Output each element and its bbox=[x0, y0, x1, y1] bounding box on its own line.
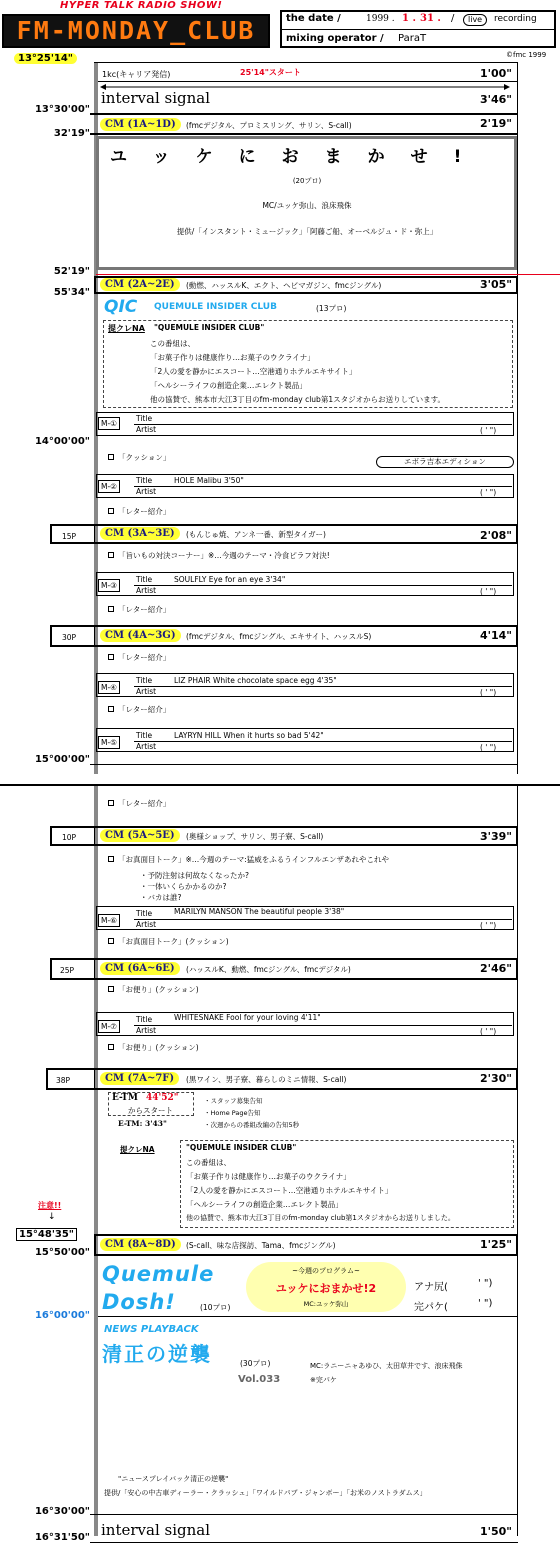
ana-label: アナ尻( bbox=[414, 1282, 448, 1293]
m3-artist-label: Artist bbox=[136, 586, 157, 595]
next-program-title: ユッケにおまかせ!2 bbox=[275, 1282, 377, 1295]
next-program-mc: MC:ユッケ弥山 bbox=[303, 1300, 349, 1308]
caution-label: 注意!! bbox=[38, 1201, 62, 1210]
checkbox-okuri-1[interactable] bbox=[108, 986, 114, 992]
letter-3: 「レター紹介」 bbox=[118, 653, 171, 662]
m5-tag: M-⑤ bbox=[98, 736, 120, 749]
talk-corner: 「お真面目トーク」※…今週のテーマ:猛威をふるうインフルエンザあれやこれや bbox=[118, 855, 390, 864]
tasty-corner: 「旨いもの対決コーナー」※…今週のテーマ・冷食ピラフ対決! bbox=[118, 551, 330, 560]
checkbox-letter-4[interactable] bbox=[108, 706, 114, 712]
m2-tag: M-② bbox=[98, 480, 120, 493]
cm-3-label: CM (3A~3E) bbox=[100, 527, 180, 540]
end-interval-duration: 1'50" bbox=[479, 1525, 512, 1538]
m3-time: ( ' ") bbox=[480, 587, 497, 596]
time-mark-163150: 16°31'50" bbox=[34, 1532, 90, 1543]
cm-6-label: CM (6A~6E) bbox=[100, 962, 180, 975]
cushion-note: エボラ吉本エディション bbox=[376, 456, 514, 468]
cm-8-desc: (S-call、味な店探訪、Tama、fmcジングル) bbox=[186, 1241, 336, 1250]
cm-5-position: 10P bbox=[62, 833, 77, 842]
cm-2-label: CM (2A~2E) bbox=[100, 278, 180, 291]
letter-1: 「レター紹介」 bbox=[118, 507, 171, 516]
end-interval-signal: interval signal bbox=[101, 1521, 211, 1539]
left-gray-bar-part2 bbox=[94, 786, 98, 1536]
date-day: 31 . bbox=[420, 13, 441, 24]
news-title: 清正の逆襲 bbox=[102, 1342, 212, 1366]
m6-title-label: Title bbox=[136, 909, 153, 918]
m7-tag: M-⑦ bbox=[98, 1020, 120, 1033]
m6-title: MARILYN MANSON The beautiful people 3'38" bbox=[174, 907, 345, 916]
m1-time: ( ' ") bbox=[480, 426, 497, 435]
show-title-banner bbox=[2, 14, 270, 48]
m5-title: LAYRYN HILL When it hurts so bad 5'42" bbox=[174, 731, 324, 740]
m2-title: HOLE Malibu 3'50" bbox=[174, 476, 244, 485]
qic-na-head: 提クレNA bbox=[108, 324, 145, 333]
cm-3-duration: 2'08" bbox=[479, 529, 512, 542]
checkbox-cushion[interactable] bbox=[108, 454, 114, 460]
cm-2-desc: (動燃、ハッスルK、エクト、ヘビマガジン、fmcジングル) bbox=[186, 281, 382, 290]
time-mark-5534: 55'34" bbox=[53, 287, 90, 298]
news-mc: MC:ラニーニャあゆひ、太田草井です、浪床飛侏 bbox=[310, 1362, 463, 1370]
cm-3-position: 15P bbox=[62, 532, 77, 541]
qic2-line-3: 「2人の愛を静かにエスコート…空港通りホテルエキサイト」 bbox=[186, 1186, 393, 1195]
talk-point-1: ・予防注射は何故なくなったか? bbox=[140, 871, 249, 880]
m4-title: LIZ PHAIR White chocolate space egg 4'35" bbox=[174, 676, 337, 685]
cm-4-duration: 4'14" bbox=[479, 629, 512, 642]
m2-time: ( ' ") bbox=[480, 488, 497, 497]
m7-artist-label: Artist bbox=[136, 1026, 157, 1035]
qic-line-5: 他の協賛で、熊本市大江3丁目のfm-monday club第1スタジオからお送りしています。 bbox=[150, 395, 445, 404]
talk-cushion: 「お真面目トーク」(クッション) bbox=[118, 937, 229, 946]
qic2-line-1: この番組は、 bbox=[186, 1158, 231, 1167]
letter-5: 「レター紹介」 bbox=[118, 799, 171, 808]
cm-6-duration: 2'46" bbox=[479, 962, 512, 975]
qic-logo: QIC bbox=[104, 297, 138, 317]
cushion-label: 「クッション」 bbox=[118, 453, 171, 462]
mixing-name: ParaT bbox=[398, 33, 427, 44]
checkbox-letter-3[interactable] bbox=[108, 654, 114, 660]
qic-na-title: "QUEMULE INSIDER CLUB" bbox=[154, 323, 265, 332]
letter-2: 「レター紹介」 bbox=[118, 605, 171, 614]
corner-yukke-mc: MC/ユッケ弥山、浪床飛侏 bbox=[262, 201, 352, 210]
corner-yukke-sponsor: 提供/「インスタント・ミュージック」「阿藤ご船、オーベルジュ・ド・弥上」 bbox=[176, 227, 438, 236]
time-mark-1630: 16°30'00" bbox=[34, 1506, 90, 1517]
qic-line-1: この番組は、 bbox=[150, 339, 195, 348]
copyright: ©fmc 1999 bbox=[506, 51, 547, 59]
checkbox-tasty[interactable] bbox=[108, 552, 114, 558]
checkbox-okuri-2[interactable] bbox=[108, 1044, 114, 1050]
time-mark-1600: 16°00'00" bbox=[34, 1310, 90, 1321]
time-mark-1550: 15°50'00" bbox=[34, 1247, 90, 1258]
etm-time: 44'52" bbox=[146, 1093, 179, 1103]
m4-time: ( ' ") bbox=[480, 688, 497, 697]
okuri-1: 「お便り」(クッション) bbox=[118, 985, 199, 994]
date-year: 1999 . bbox=[366, 14, 395, 24]
start-time: 13°25'14" bbox=[14, 53, 77, 64]
cm-7-desc: (黒ワイン、男子寮、暮らしのミニ情報、S-call) bbox=[186, 1075, 347, 1084]
checkbox-talk[interactable] bbox=[108, 856, 114, 862]
mixing-label: mixing operator / bbox=[286, 33, 384, 44]
cm-5-label: CM (5A~5E) bbox=[100, 829, 180, 842]
m4-tag: M-④ bbox=[98, 681, 120, 694]
news-head: NEWS PLAYBACK bbox=[104, 1324, 199, 1335]
m2-artist-label: Artist bbox=[136, 487, 157, 496]
ana-time: ' ") bbox=[478, 1278, 493, 1289]
talk-point-2: ・一体いくらかかるのか? bbox=[140, 882, 227, 891]
date-label: the date / bbox=[286, 13, 341, 24]
intro-line: 1kc(キャリア発信) bbox=[102, 70, 171, 79]
m5-time: ( ' ") bbox=[480, 743, 497, 752]
date-slash: / bbox=[451, 13, 455, 24]
m3-title-label: Title bbox=[136, 575, 153, 584]
etm-start: からスタート bbox=[128, 1106, 173, 1115]
live-badge: live bbox=[463, 14, 487, 26]
qic2-line-4: 「ヘルシーライフの創造企業…エレクト製品」 bbox=[186, 1200, 343, 1209]
checkbox-letter-5[interactable] bbox=[108, 800, 114, 806]
qic-pro: (13プロ) bbox=[316, 304, 347, 313]
m7-title-label: Title bbox=[136, 1015, 153, 1024]
cm-2-duration: 3'05" bbox=[479, 278, 512, 291]
m3-tag: M-③ bbox=[98, 579, 120, 592]
qic2-title: "QUEMULE INSIDER CLUB" bbox=[186, 1143, 297, 1152]
cm-7-duration: 2'30" bbox=[479, 1072, 512, 1085]
cm-3-desc: (もんじゅ焼、アンネ一番、新型タイガー) bbox=[186, 530, 326, 539]
show-title: FM-MONDAY_CLUB bbox=[16, 16, 256, 45]
m7-title: WHITESNAKE Fool for your loving 4'11" bbox=[174, 1013, 321, 1022]
kanpake-time: ' ") bbox=[478, 1298, 493, 1309]
corner-yukke-title: ユッケにおまかせ! bbox=[110, 147, 488, 167]
checkbox-letter-2[interactable] bbox=[108, 606, 114, 612]
time-mark-1330: 13°30'00" bbox=[34, 104, 90, 115]
m6-time: ( ' ") bbox=[480, 921, 497, 930]
m4-artist-label: Artist bbox=[136, 687, 157, 696]
interval-signal: interval signal bbox=[101, 89, 211, 107]
qic2-line-5: 他の協賛で、熊本市大江3丁目のfm-monday club第1スタジオからお送りしました。 bbox=[186, 1214, 455, 1222]
time-mark-1400: 14°00'00" bbox=[34, 436, 90, 447]
m3-title: SOULFLY Eye for an eye 3'34" bbox=[174, 575, 286, 584]
recording-label: recording bbox=[494, 14, 537, 24]
dosh-pro: (10プロ) bbox=[200, 1303, 231, 1312]
cm-7-position: 38P bbox=[56, 1076, 71, 1085]
cm-1-desc: (fmcデジタル、プロミスリング、サリン、S-call) bbox=[186, 121, 352, 130]
cm-6-position: 25P bbox=[60, 966, 75, 975]
music-row-3 bbox=[96, 572, 514, 596]
letter-4: 「レター紹介」 bbox=[118, 705, 171, 714]
etm-note-3: ・次週からの番組改編の告知5秒 bbox=[204, 1121, 300, 1129]
etm-note-1: ・スタッフ募集告知 bbox=[204, 1097, 263, 1105]
cm-8-label: CM (8A~8D) bbox=[100, 1238, 181, 1251]
page-separator bbox=[0, 784, 560, 786]
cm-1-duration: 2'19" bbox=[479, 117, 512, 130]
cm-4-desc: (fmcデジタル、fmcジングル、エキサイト、ハッスルS) bbox=[186, 632, 372, 641]
m1-title-label: Title bbox=[136, 414, 153, 423]
cm-7-label: CM (7A~7F) bbox=[100, 1072, 179, 1085]
m5-title-label: Title bbox=[136, 731, 153, 740]
cm-4-position: 30P bbox=[62, 633, 77, 642]
m6-tag: M-⑥ bbox=[98, 914, 120, 927]
m5-artist-label: Artist bbox=[136, 742, 157, 751]
dosh-logo-line-2: Dosh! bbox=[102, 1290, 176, 1314]
talk-point-3: ・バカは誰? bbox=[140, 893, 182, 902]
qic-line-2: 「お菓子作りは健康作り…お菓子のウクライナ」 bbox=[150, 353, 315, 362]
m4-title-label: Title bbox=[136, 676, 153, 685]
m1-tag: M-① bbox=[98, 417, 120, 430]
cm-5-duration: 3'39" bbox=[479, 830, 512, 843]
checkbox-letter-1[interactable] bbox=[108, 508, 114, 514]
qic2-na-head: 提クレNA bbox=[120, 1145, 155, 1154]
qic-line-4: 「ヘルシーライフの創造企業…エレクト製品」 bbox=[150, 381, 307, 390]
qic2-line-2: 「お菓子作りは健康作り…お菓子のウクライナ」 bbox=[186, 1172, 351, 1181]
intro-duration: 1'00" bbox=[479, 67, 512, 80]
date-month: 1 . bbox=[402, 13, 416, 24]
time-mark-1500: 15°00'00" bbox=[34, 754, 90, 765]
m2-title-label: Title bbox=[136, 476, 153, 485]
cm-4-label: CM (4A~3G) bbox=[100, 629, 181, 642]
corner-yukke-pro: (20プロ) bbox=[292, 177, 322, 185]
etm-note-2: ・Home Page告知 bbox=[204, 1109, 261, 1117]
kanpake-label: 完パケ( bbox=[414, 1302, 448, 1313]
etm-label: E-TM bbox=[112, 1093, 138, 1103]
news-vol: Vol.033 bbox=[238, 1374, 281, 1385]
qic-name: QUEMULE INSIDER CLUB bbox=[154, 302, 277, 312]
m6-artist-label: Artist bbox=[136, 920, 157, 929]
qic-line-3: 「2人の愛を静かにエスコート…空港通りホテルエキサイト」 bbox=[150, 367, 357, 376]
dosh-logo-line-1: Quemule bbox=[102, 1262, 215, 1286]
time-mark-5219: 52'19" bbox=[53, 266, 90, 277]
time-mark-3219: 32'19" bbox=[53, 128, 90, 139]
cm-6-desc: (ハッスルK、動燃、fmcジングル、fmcデジタル) bbox=[186, 965, 351, 974]
m7-time: ( ' ") bbox=[480, 1027, 497, 1036]
next-program-label: ~今週のプログラム~ bbox=[292, 1267, 360, 1275]
cm-1-label: CM (1A~1D) bbox=[100, 118, 181, 131]
m1-artist-label: Artist bbox=[136, 425, 157, 434]
news-footer-2: 提供/「安心の中古車ディーラー・クラッシュ」「ワイルドパブ・ジャンボー」「お米のノストラダムス」 bbox=[104, 1489, 427, 1497]
interval-duration: 3'46" bbox=[479, 93, 512, 106]
caution-arrow-icon: ↓ bbox=[48, 1212, 56, 1222]
news-footer-1: "ニュースプレイバック清正の逆襲" bbox=[118, 1475, 229, 1483]
intro-start: 25'14"スタート bbox=[240, 68, 301, 77]
show-subtitle: HYPER TALK RADIO SHOW! bbox=[60, 0, 223, 11]
time-mark-154835: 15°48'35" bbox=[16, 1228, 77, 1241]
checkbox-talk-cushion[interactable] bbox=[108, 938, 114, 944]
cm-8-duration: 1'25" bbox=[479, 1238, 512, 1251]
etm-duration: E-TM: 3'43" bbox=[118, 1119, 167, 1128]
news-pro: (30プロ) bbox=[240, 1359, 271, 1368]
cm-5-desc: (奥様ショップ、サリン、男子寮、S-call) bbox=[186, 832, 324, 841]
news-kanpake: ※完パケ bbox=[310, 1376, 337, 1384]
okuri-2: 「お便り」(クッション) bbox=[118, 1043, 199, 1052]
